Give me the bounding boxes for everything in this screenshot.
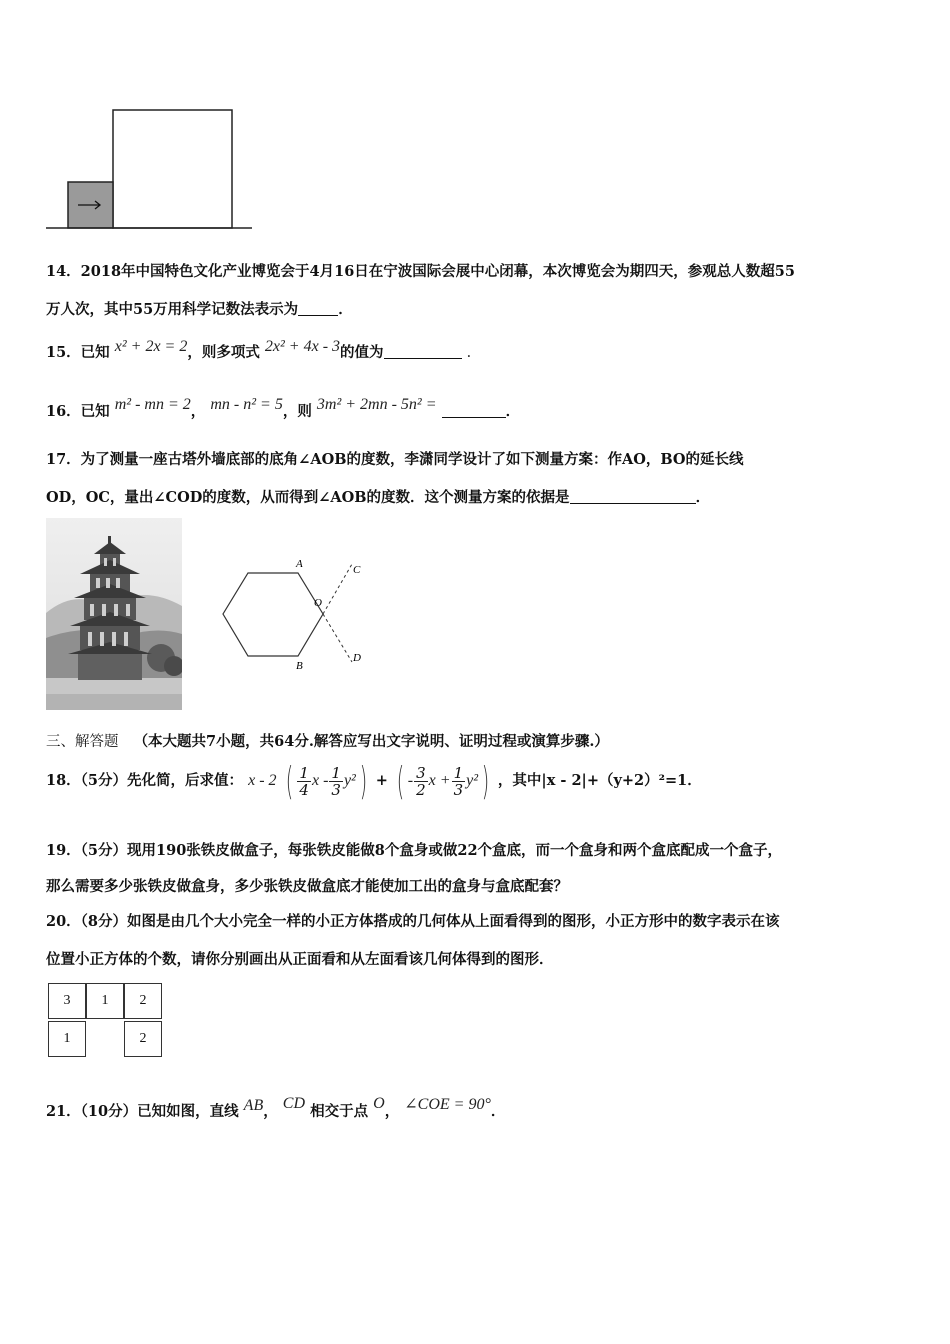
q16-expression: 3m² + 2mn - 5n² = <box>316 396 437 413</box>
fraction-1-3-a: $\frac{1}{3}$ <box>331 763 341 799</box>
top-view-grid <box>48 983 166 1061</box>
label-a: A <box>296 558 303 570</box>
question-19-line2: 那么需要多少张铁皮做盒身，多少张铁皮做盒底才能使加工出的盒身与盒底配套？ <box>46 878 568 895</box>
q15-condition: x² + 2x = 2 <box>114 338 188 355</box>
fraction-1-3-b: $\frac{1}{3}$ <box>453 763 464 799</box>
grid-cell-r1c1: 3 <box>48 983 86 1019</box>
section-3-heading: 三、解答题 （本大题共7小题，共64分.解答应写出文字说明、证明过程或演算步骤.） <box>46 733 609 750</box>
label-o: O <box>314 597 322 609</box>
question-14-line2: 万人次，其中55万用科学记数法表示为 ． <box>46 301 353 318</box>
q15-polynomial: 2x² + 4x - 3 <box>264 338 341 355</box>
grid-cell-r2c3: 2 <box>124 1021 162 1057</box>
question-19-line1: 19．（5分）现用190张铁皮做盒子，每张铁皮能做8个盒身或做22个盒底，而一个盒身和两个盒底配成一个盒子， <box>46 842 783 859</box>
q16-condition-2: mn - n² = 5 <box>210 396 283 413</box>
answer-blank <box>570 489 696 504</box>
question-15: 15．已知 x² + 2x = 2，则多项式 2x² + 4x - 3的值为 ． <box>46 338 482 361</box>
fraction-3-2: $\frac{3}{2}$ <box>416 763 426 799</box>
large-square <box>113 110 232 228</box>
question-20-line1: 20．（8分）如图是由几个大小完全一样的小正方体搭成的几何体从上面看得到的图形，小正方形中的数字表示在该 <box>46 913 780 930</box>
hexagon-shape <box>223 573 323 656</box>
label-b: B <box>296 660 303 672</box>
question-17-line1: 17．为了测量一座古塔外墙底部的底角∠AOB的度数，李潇同学设计了如下测量方案：作AO，BO的延长线 <box>46 451 744 468</box>
label-d: D <box>353 652 361 664</box>
question-20-line2: 位置小正方体的个数，请你分别画出从正面看和从左面看该几何体得到的图形． <box>46 951 554 968</box>
question-18: 18．（5分）先化简，后求值： x - 2 ( $\frac{1}{4}$ x - $\frac{1}{3}$ y²) + ( - $\frac{3}{2}$ x + $\frac{1}{3}$ y²) ，其中|x - 2|+（y+2）²=1． <box>46 759 702 803</box>
box-push-figure <box>44 108 254 232</box>
grid-cell-r2c1: 1 <box>48 1021 86 1057</box>
extension-line-oc <box>323 564 352 614</box>
answer-blank <box>298 301 338 316</box>
grid-cell-r1c2: 1 <box>86 983 124 1019</box>
question-16: 16．已知 m² - mn = 2， mn - n² = 5，则 3m² + 2mn - 5n² = ． <box>46 396 521 420</box>
extension-line-od <box>323 614 352 662</box>
fraction-1-4: $\frac{1}{4}$ <box>299 763 309 799</box>
question-17-line2: OD，OC，量出∠COD的度数，从而得到∠AOB的度数．这个测量方案的依据是 ． <box>46 489 711 506</box>
answer-blank <box>384 344 462 359</box>
question-21: 21．（10分）已知如图，直线 AB， CD 相交于点 O， ∠COE = 90°． <box>46 1095 506 1120</box>
hexagon-angle-diagram <box>210 548 380 678</box>
grid-cell-r1c3: 2 <box>124 983 162 1019</box>
question-14-line1: 14．2018年中国特色文化产业博览会于4月16日在宁波国际会展中心闭幕，本次博览会为期四天，参观总人数超55 <box>46 263 795 280</box>
pagoda-photo <box>46 518 182 710</box>
label-c: C <box>353 564 361 576</box>
q16-condition-1: m² - mn = 2 <box>114 396 191 413</box>
answer-blank <box>442 403 506 418</box>
